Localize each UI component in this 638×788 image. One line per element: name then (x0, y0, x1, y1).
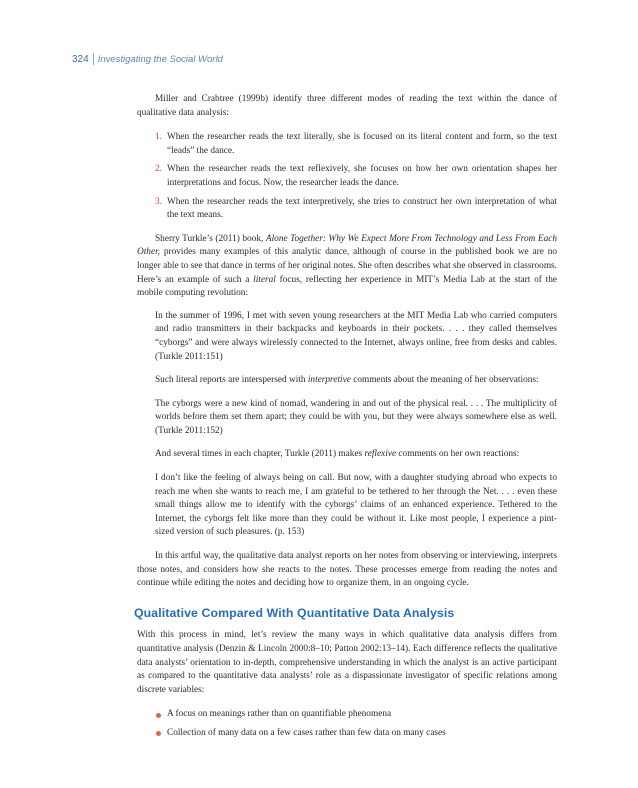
list-item-text: When the researcher reads the text reflexively, she focuses on how her own orientation shapes her interpretations and focus. Now, the researcher leads the dance. (167, 164, 557, 188)
block-quote-interpretive: The cyborgs were a new kind of nomad, wandering in and out of the physical real. . . . The multiplicity of worlds before them set them apart; they could be with you, but they were always somewhere else as well. (Turkle 2011:152) (155, 398, 557, 436)
list-item (155, 196, 557, 223)
list-item (155, 131, 557, 158)
text-run: Sherry Turkle’s (2011) book, (155, 233, 266, 244)
list-number: 2. (155, 164, 162, 175)
list-item (167, 727, 557, 741)
quotes-block (155, 310, 557, 540)
text-run: Such literal reports are interspersed with (155, 375, 308, 386)
header-divider (93, 53, 94, 65)
comparison-paragraph: With this process in mind, let’s review the many ways in which qualitative data analysis differs from quantitative analysis (Denzin & Lincoln 2000:8–10; Patton 2002:13–14). Each difference reflects the qualitative data analysts’ orientation to in-depth, comprehensive understanding in which the analyst is an active participant as compared to the quantitative data analysts’ role as a dispassionate investigator of specific relations among discrete variables: (137, 630, 557, 695)
turkle-paragraph (137, 233, 557, 301)
list-item-text: When the researcher reads the text interpretively, she tries to construct her own interpretation of what the text means. (167, 196, 557, 221)
running-header (72, 53, 223, 65)
emphasis-interpretive: interpretive (307, 375, 351, 386)
text-run: comments on her own reactions: (396, 449, 520, 460)
page-body (134, 93, 557, 746)
text-run: comments about the meaning of her observations: (350, 375, 539, 386)
list-number: 1. (155, 132, 162, 143)
reading-modes-list (137, 131, 557, 223)
differences-list (137, 708, 557, 740)
block-quote-reflexive: I don’t like the feeling of always being on call. But now, with a daughter studying abroad who expects to reach me when she wants to reach me, I am grateful to be tethered to her through the Net. . . . even these small things allow me to identify with the cyborgs’ claims of an enhanced experience. Tethered to the Internet, the cyborgs felt like more than they could be without it. Like most people, I experience a pint-sized version of such pleasures. (p. 153) (155, 473, 557, 538)
artful-paragraph: In this artful way, the qualitative data analyst reports on her notes from observing or interviewing, interprets those notes, and considers how she reacts to the notes. These processes emerge from reading the notes and continue while editing the notes and deciding how to organize them, in an ongoing cycle. (137, 551, 557, 589)
bullet-icon (156, 713, 161, 718)
list-item (155, 163, 557, 190)
running-title: Investigating the Social World (97, 53, 223, 65)
list-number: 3. (155, 196, 162, 207)
list-item-text: Collection of many data on a few cases rather than few data on many cases (167, 727, 446, 738)
reflexive-intro (155, 448, 557, 462)
book-title: Alone Together: Why We Expect More From Technology and Less From Each Other, (137, 233, 557, 258)
list-item-text: A focus on meanings rather than on quantifiable phenomena (167, 709, 392, 720)
list-item-text: When the researcher reads the text literally, she is focused on its literal content and form, so the text “leads” the dance. (167, 132, 557, 156)
block-quote-literal: In the summer of 1996, I met with seven young researchers at the MIT Media Lab who carried computers and radio transmitters in their backpacks and keyboards in their pockets. . . . they called themselves “cyborgs” and were always wirelessly connected to the Internet, always online, free from desks and cables. (Turkle 2011:151) (155, 310, 557, 362)
list-item (167, 708, 557, 722)
emphasis-literal: literal (253, 274, 276, 285)
text-run: And several times in each chapter, Turkle (2011) makes (155, 449, 365, 460)
emphasis-reflexive: reflexive (364, 449, 397, 460)
page-number: 324 (72, 53, 89, 65)
interpretive-intro (155, 374, 557, 388)
intro-paragraph: Miller and Crabtree (1999b) identify three different modes of reading the text within the dance of qualitative data analysis: (137, 94, 557, 118)
section-heading: Qualitative Compared With Quantitative Data Analysis (134, 605, 455, 620)
text-run: focus, reflecting her experience in MIT’s Media Lab at the start of the mobile computing revolution: (137, 274, 557, 299)
bullet-icon (156, 731, 161, 736)
text-run: provides many examples of this analytic dance, although of course in the published book we are no longer able to see that dance in terms of her original notes. She often describes what she observed in classrooms. Here’s an example of such a (137, 247, 557, 285)
